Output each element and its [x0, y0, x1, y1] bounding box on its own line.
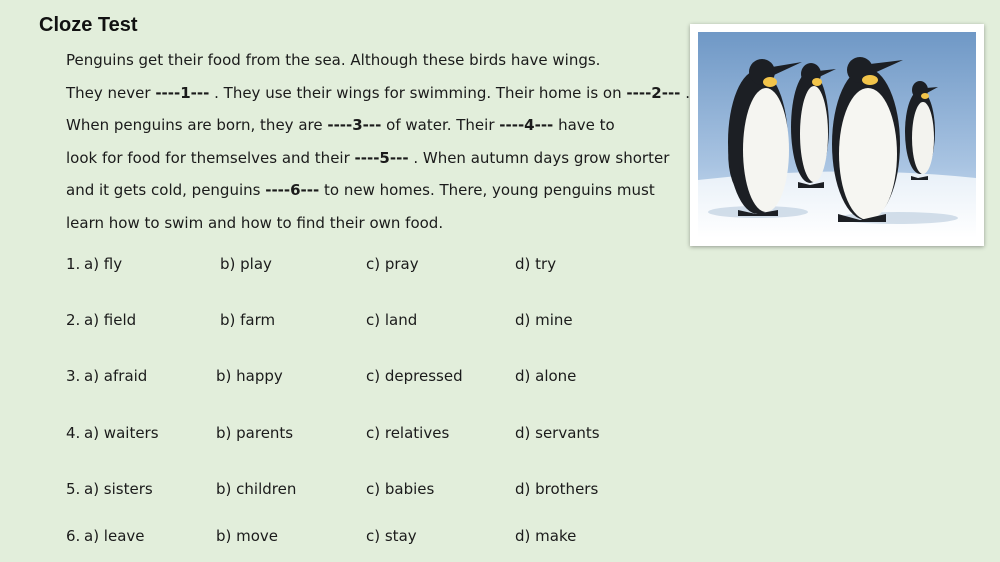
blank-6: ----6---: [265, 181, 320, 199]
option-b[interactable]: b) children: [216, 480, 297, 498]
page-title: Cloze Test: [39, 14, 138, 36]
passage-line: They never ----1--- . They use their wings for swimming. Their home is on ----2--- .: [66, 83, 690, 102]
blank-5: ----5---: [354, 148, 409, 167]
option-b[interactable]: b) play: [220, 255, 272, 273]
option-a[interactable]: a) afraid: [84, 367, 148, 385]
question-number: 3.: [66, 367, 81, 385]
option-a[interactable]: a) leave: [84, 527, 145, 545]
option-d[interactable]: d) mine: [515, 311, 573, 329]
option-d[interactable]: d) brothers: [515, 480, 599, 498]
blank-3: ----3---: [327, 116, 382, 134]
option-d[interactable]: d) servants: [515, 424, 600, 442]
blank-4: ----4---: [499, 116, 554, 134]
option-c[interactable]: c) babies: [366, 480, 435, 498]
question-number: 6.: [66, 527, 81, 545]
passage-line: When penguins are born, they are ----3--- of water. Their ----4--- have to: [66, 116, 615, 134]
option-c[interactable]: c) depressed: [366, 367, 463, 385]
option-a[interactable]: a) fly: [84, 255, 123, 273]
penguins-illustration: [698, 32, 976, 238]
option-b[interactable]: b) farm: [220, 311, 276, 329]
option-b[interactable]: b) move: [216, 527, 279, 545]
option-c[interactable]: c) land: [366, 311, 418, 329]
question-3: [66, 364, 666, 388]
question-1: [66, 252, 666, 276]
passage-line: learn how to swim and how to find their own food.: [66, 213, 444, 232]
passage-line: look for food for themselves and their ----5--- . When autumn days grow shorter: [66, 148, 670, 167]
question-6: [66, 524, 666, 548]
penguins-photo: [690, 24, 984, 246]
passage-line: Penguins get their food from the sea. Although these birds have wings.: [66, 51, 601, 69]
passage: [66, 44, 696, 239]
question-4: [66, 421, 666, 445]
option-b[interactable]: b) parents: [216, 424, 294, 442]
question-number: 4.: [66, 424, 81, 442]
option-a[interactable]: a) waiters: [84, 424, 159, 442]
option-c[interactable]: c) pray: [366, 255, 419, 273]
option-d[interactable]: d) make: [515, 527, 577, 545]
option-a[interactable]: a) field: [84, 311, 137, 329]
option-d[interactable]: d) try: [515, 255, 557, 273]
option-a[interactable]: a) sisters: [84, 480, 153, 498]
question-number: 2.: [66, 311, 81, 329]
blank-1: ----1---: [155, 83, 210, 102]
option-c[interactable]: c) stay: [366, 527, 417, 545]
question-number: 1.: [66, 255, 81, 273]
question-number: 5.: [66, 480, 81, 498]
blank-2: ----2---: [626, 83, 681, 102]
option-b[interactable]: b) happy: [216, 367, 283, 385]
question-2: [66, 308, 666, 332]
passage-line: and it gets cold, penguins ----6--- to new homes. There, young penguins must: [66, 181, 655, 199]
option-d[interactable]: d) alone: [515, 367, 577, 385]
question-5: [66, 477, 666, 501]
option-c[interactable]: c) relatives: [366, 424, 450, 442]
